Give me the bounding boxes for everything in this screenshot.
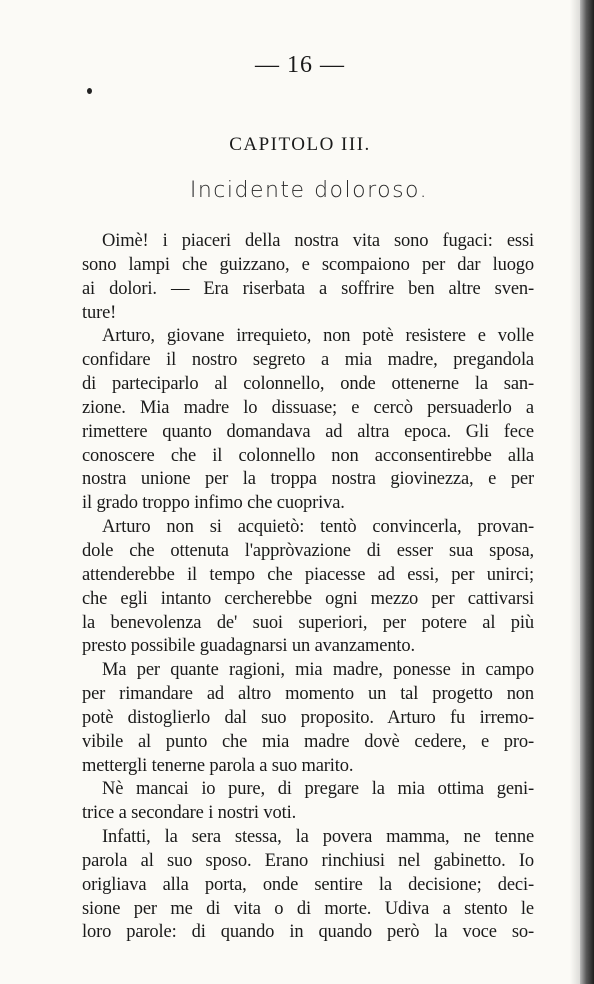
text-line: vibile al punto che mia madre dovè cedere, e pro- <box>82 731 534 752</box>
text-line: Infatti, la sera stessa, la povera mamma, ne tenne <box>102 827 534 848</box>
text-line: origliava alla porta, onde sentire la decisione; deci- <box>82 874 534 895</box>
text-line: per rimandare ad altro momento un tal progetto non <box>82 684 534 705</box>
body-text <box>82 230 534 945</box>
text-line: parola al suo sposo. Erano rinchiusi nel gabinetto. Io <box>82 850 534 871</box>
text-line: dole che ottenuta l'appròvazione di esser sua sposa, <box>82 540 534 561</box>
text-line: Oimè! i piaceri della nostra vita sono fugaci: essi <box>102 231 534 251</box>
text-line: trice a secondare i nostri voti. <box>82 803 297 824</box>
text-line: presto possibile guadagnarsi un avanzamento. <box>82 636 415 657</box>
text-line: confidare il nostro segreto a mia madre, pregandola <box>82 350 534 371</box>
text-line: conoscere che il colonnello non acconsentirebbe alla <box>82 445 534 466</box>
text-line: Arturo, giovane irrequieto, non potè resistere e volle <box>102 326 534 347</box>
text-line: loro parole: di quando in quando però la voce so- <box>82 922 534 943</box>
ink-speck <box>87 88 92 94</box>
text-line: zione. Mia madre lo dissuase; e cercò persuaderlo a <box>82 397 534 418</box>
text-line: Arturo non si acquietò: tentò convincerla, provan- <box>102 517 534 538</box>
text-line: attenderebbe il tempo che piacesse ad essi, per unirci; <box>82 564 534 585</box>
page-number: — 16 — <box>255 52 345 78</box>
text-line: nostra unione per la troppa nostra giovinezza, e per <box>82 469 534 490</box>
text-line: ai dolori. — Era riserbata a soffrire ben altre sven- <box>82 278 534 299</box>
text-line: di parteciparlo al colonnello, onde ottenerne la san- <box>82 374 534 395</box>
text-line: il grado troppo infimo che cuopriva. <box>82 493 345 514</box>
text-line: ture! <box>82 302 117 323</box>
text-line: la benevolenza de' suoi superiori, per potere al più <box>82 612 534 633</box>
text-line: che egli intanto cercherebbe ogni mezzo per cattivarsi <box>82 588 534 609</box>
chapter-subtitle: Incidente doloroso. <box>189 178 429 203</box>
chapter-heading: CAPITOLO III. <box>229 134 371 155</box>
text-line: rimettere quanto domandava ad altra epoca. Gli fece <box>82 421 534 442</box>
text-line: potè distoglierlo dal suo proposito. Arturo fu irremo- <box>82 707 534 728</box>
text-line: Ma per quante ragioni, mia madre, ponesse in campo <box>102 660 534 681</box>
text-line: Nè mancai io pure, di pregare la mia ottima geni- <box>102 779 534 800</box>
text-line: sione per me di vita o di morte. Udiva a stento le <box>82 898 534 919</box>
text-line: sono lampi che guizzano, e scompaiono per dar luogo <box>82 254 534 275</box>
text-line: mettergli tenerne parola a suo marito. <box>82 755 354 776</box>
